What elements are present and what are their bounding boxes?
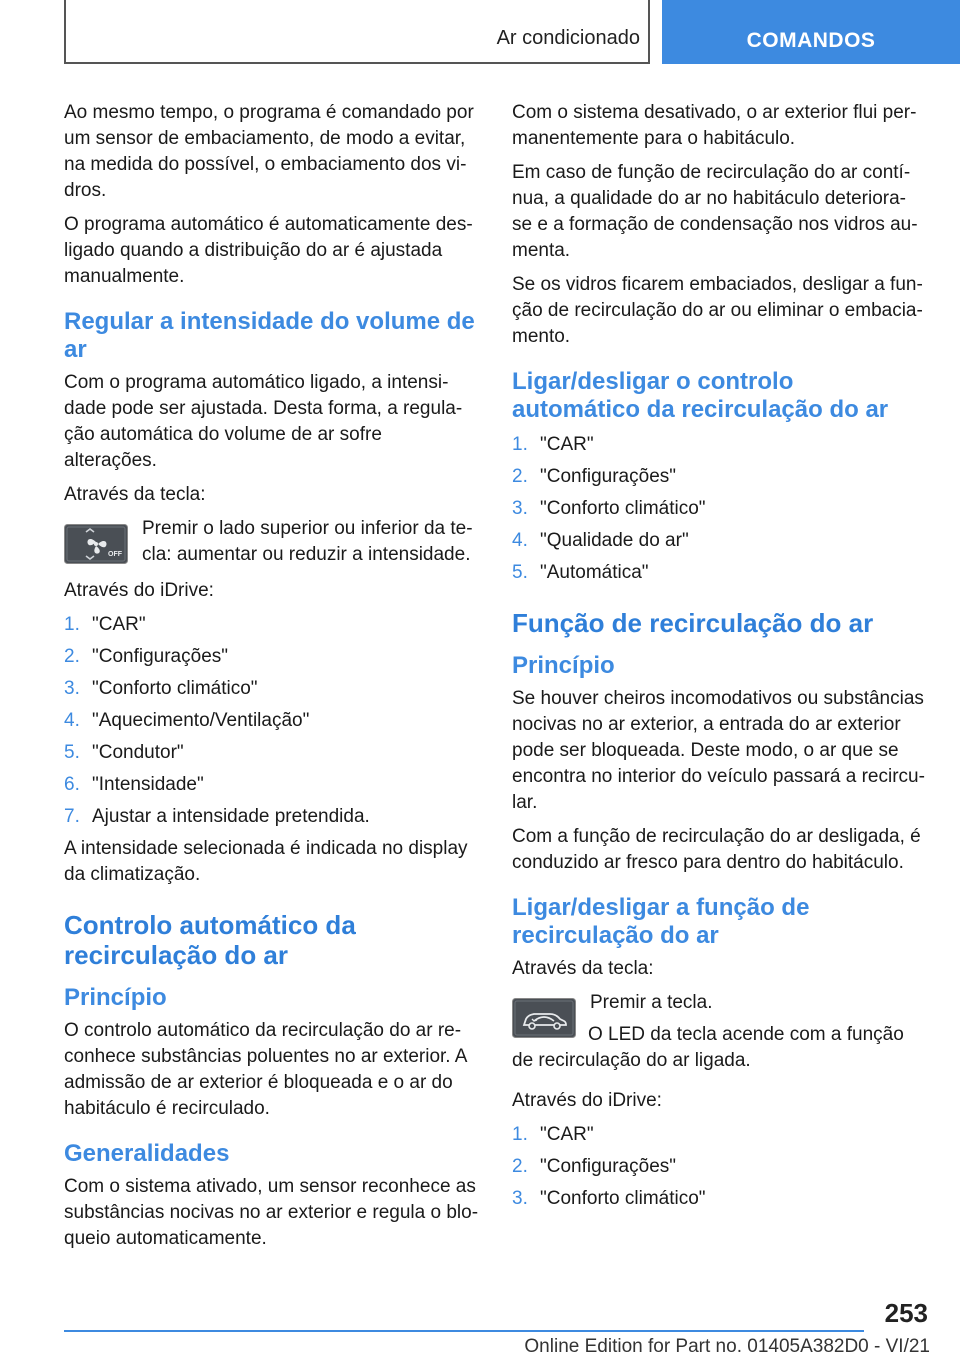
step-number: 3. [64,678,80,699]
step-text: "Conforto climático" [540,1188,706,1209]
list-item [512,560,926,586]
list-item [512,432,926,458]
step-number: 2. [64,646,80,667]
key-instruction [64,516,478,568]
right-column [512,100,926,1218]
step-text: "Intensidade" [92,774,204,795]
step-number: 5. [512,562,528,583]
list-item [512,1122,926,1148]
step-number: 4. [512,530,528,551]
step-number: 2. [512,466,528,487]
step-number: 1. [512,1124,528,1145]
paragraph: Ao mesmo tempo, o programa é comandado por um sensor de embaciamento, de modo a evitar, na medida do possível, o embaciamento dos vidros. [64,102,474,201]
page-number: 253 [884,1298,928,1328]
step-text: "CAR" [92,614,146,635]
step-number: 5. [64,742,80,763]
paragraph: Com o sistema desativado, o ar exterior flui permanentemente para o habitáculo. [512,102,917,149]
step-text: "CAR" [540,1124,594,1145]
key-instruction-text: Premir a tecla. [590,992,713,1013]
paragraph: Se houver cheiros incomodativos ou substâncias nocivas no ar exterior, a entrada do ar exterior pode ser bloqueada. Deste modo, o ar que se encontra no interior do veículo passará a recircular. [512,688,925,813]
paragraph: Com a função de recirculação do ar desligada, é conduzido ar fresco para dentro do habitáculo. [512,826,921,873]
heading-principle: Princípio [64,984,167,1011]
paragraph: Se os vidros ficarem embaciados, desligar a função de recirculação do ar ou eliminar o embaciamento. [512,274,923,347]
list-item [64,676,478,702]
paragraph: O controlo automático da recirculação do ar reconhece substâncias poluentes no ar exterior. A admissão de ar exterior é bloqueada e o ar do habitáculo é recirculado. [64,1020,467,1119]
heading-toggle-auto-recirculation: Ligar/desligar o controlo automático da recirculação do ar [512,368,889,423]
step-text: Ajustar a intensidade pretendida. [92,806,370,827]
header-chapter-tab[interactable] [662,0,960,64]
step-number: 4. [64,710,80,731]
heading-auto-recirculation: Controlo automático da recirculação do ar [64,910,356,970]
header-chapter-label: COMANDOS [746,29,876,52]
step-number: 1. [512,434,528,455]
heading-general: Generalidades [64,1140,230,1167]
list-item [64,804,478,830]
svg-text:OFF: OFF [108,551,122,558]
step-text: "Aquecimento/Ventilação" [92,710,310,731]
heading-toggle-recirculation: Ligar/desligar a função de recirculação do ar [512,894,810,949]
air-recirculation-key-icon [512,998,576,1038]
list-item [512,464,926,490]
paragraph: Com o sistema ativado, um sensor reconhece as substâncias nocivas no ar exterior e regula o bloqueio automaticamente. [64,1176,479,1249]
paragraph: A intensidade selecionada é indicada no display da climatização. [64,838,468,885]
step-text: "Qualidade do ar" [540,530,689,551]
via-idrive-label: Através do iDrive: [64,580,214,601]
step-number: 6. [64,774,80,795]
paragraph: Com o programa automático ligado, a intensidade pode ser ajustada. Desta forma, a regulação automática do volume de ar sofre alterações. [64,372,463,471]
via-key-label: Através da tecla: [512,958,654,979]
step-text: "Conforto climático" [540,498,706,519]
header-rule [64,62,650,64]
step-number: 2. [512,1156,528,1177]
list-item [64,612,478,638]
list-item [64,772,478,798]
list-item [512,1154,926,1180]
idrive-steps [512,1122,926,1212]
step-number: 3. [512,1188,528,1209]
left-column [64,100,478,1260]
step-text: "Configurações" [540,1156,677,1177]
list-item [512,528,926,554]
step-text: "Configurações" [540,466,677,487]
key-led-note: O LED da tecla acende com a função de recirculação do ar ligada. [512,1024,904,1071]
step-text: "CAR" [540,434,594,455]
header-section-title: Ar condicionado [496,27,640,49]
key-instruction-text: Premir o lado superior ou inferior da tecla: aumentar ou reduzir a intensidade. [142,518,473,565]
step-number: 7. [64,806,80,827]
step-text: "Automática" [540,562,649,583]
list-item [512,1186,926,1212]
footer-rule [64,1330,864,1332]
via-idrive-label: Através do iDrive: [512,1090,662,1111]
step-number: 1. [64,614,80,635]
heading-recirculation: Função de recirculação do ar [512,608,874,638]
heading-principle: Princípio [512,652,615,679]
step-text: "Condutor" [92,742,184,763]
paragraph: Em caso de função de recirculação do ar contínua, a qualidade do ar no habitáculo deteriora-se e a formação de condensação nos vidros aumenta. [512,162,918,261]
list-item [512,496,926,522]
paragraph: O programa automático é automaticamente desligado quando a distribuição do ar é ajustada manualmente. [64,214,473,287]
header-divider [648,0,650,64]
via-key-label: Através da tecla: [64,484,206,505]
list-item [64,708,478,734]
header-left-rule [64,0,66,64]
list-item [64,740,478,766]
step-text: "Conforto climático" [92,678,258,699]
heading-intensity: Regular a intensidade do volume de ar [64,308,475,363]
list-item [64,644,478,670]
step-number: 3. [512,498,528,519]
footer-edition: Online Edition for Part no. 01405A382D0 - VI/21 [524,1336,930,1357]
step-text: "Configurações" [92,646,229,667]
idrive-steps [64,612,478,830]
fan-off-key-icon [64,524,128,564]
idrive-steps [512,432,926,586]
